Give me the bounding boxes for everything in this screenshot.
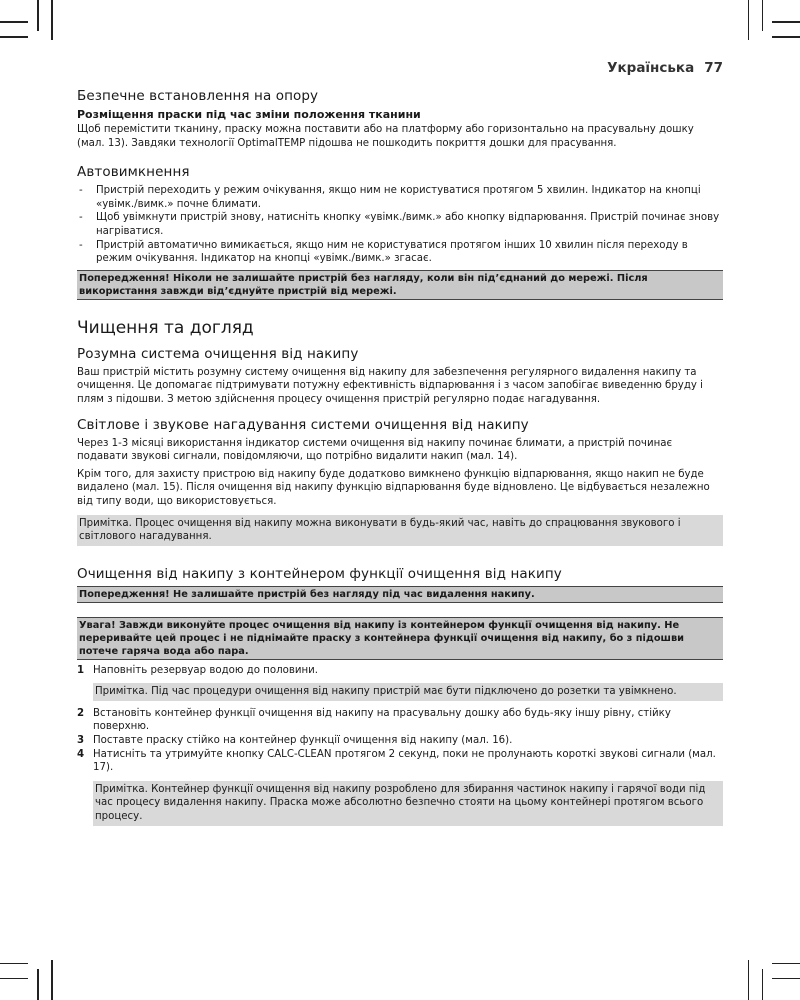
step-item	[77, 664, 723, 678]
crop-mark	[772, 36, 800, 38]
crop-mark	[51, 0, 53, 40]
crop-mark	[748, 0, 750, 40]
subsection-title-placement: Розміщення праски під час зміни положення тканини	[77, 108, 421, 121]
step-item	[77, 748, 723, 775]
descaling-steps-continued	[77, 707, 723, 775]
note-box-plugged-in: Примітка. Під час процедури очищення від накипу пристрій має бути підключено до розетки та увімкнено.	[93, 683, 723, 701]
step-number: 1	[77, 664, 85, 676]
step-number: 3	[77, 735, 85, 747]
crop-mark	[762, 0, 764, 31]
paragraph-reminder-2: Крім того, для захисту пристрою від накипу буде додатково вимкнено функцію відпарювання, якщо накип не буде видалено (мал. 15). Після очищення від накипу функцію відпарювання буде відновлено. Це відбувається незалежно від типу води, що використовується.	[77, 468, 710, 507]
crop-mark	[0, 963, 28, 965]
crop-mark	[51, 960, 53, 1000]
step-item	[77, 707, 723, 734]
chapter-title-cleaning: Чищення та догляд	[77, 317, 254, 338]
note-box-container: Примітка. Контейнер функції очищення від накипу розроблено для збирання частинок накипу і гарячої води під час процесу видалення накипу. Праска може абсолютно безпечно стояти на цьому контейнері протягом всього процесу.	[93, 781, 723, 826]
crop-mark	[748, 960, 750, 1000]
crop-mark	[0, 21, 28, 23]
paragraph-reminder-1: Через 1-3 місяці використання індикатор системи очищення від накипу починає блимати, а пристрій починає подавати звукові сигнали, повідомляючи, що потрібно видалити накип (мал. 14).	[77, 437, 673, 463]
list-item: - Пристрій автоматично вимикається, якщо ним не користуватися протягом інших 10 хвилин після переходу в режим очікування. Індикатор на кнопці «увімк./вимк.» згасає.	[77, 239, 723, 266]
section-title-reminder: Світлове і звукове нагадування системи очищення від накипу	[77, 416, 529, 433]
crop-mark	[37, 0, 39, 31]
step-item	[77, 734, 723, 748]
list-item: - Щоб увімкнути пристрій знову, натисніть кнопку «увімк./вимк.» або кнопку відпарювання. Пристрій починає знову нагріватися.	[77, 211, 723, 238]
step-text: Наповніть резервуар водою до половини.	[93, 664, 318, 676]
warning-box-unattended: Попередження! Ніколи не залишайте пристрій без нагляду, коли він під’єднаний до мережі. Після використання завжди від’єднуйте пристрій від мережі.	[77, 270, 723, 300]
step-text: Встановіть контейнер функції очищення від накипу на прасувальну дошку або будь-яку іншу рівну, стійку поверхню.	[93, 707, 671, 733]
section-title-smart-calc: Розумна система очищення від накипу	[77, 345, 359, 362]
paragraph-smart-calc: Ваш пристрій містить розумну систему очищення від накипу для забезпечення регулярного видалення накипу та очищення. Це допомагає підтримувати потужну ефективність відпарювання і з часом запобігає виведенню бруду і плям з підошви. З метою здійснення процесу очищення пристрій регулярно подає нагадування.	[77, 366, 703, 405]
section-title-auto-off: Автовимкнення	[77, 164, 190, 181]
step-text: Натисніть та утримуйте кнопку CALC-CLEAN протягом 2 секунд, поки не пролунають короткі звукові сигнали (мал. 17).	[93, 748, 716, 774]
crop-mark	[772, 21, 800, 23]
crop-mark	[762, 969, 764, 1000]
step-number: 4	[77, 748, 85, 760]
auto-off-list	[77, 184, 723, 266]
crop-mark	[0, 36, 28, 38]
section-title-safe-placement: Безпечне встановлення на опору	[77, 88, 319, 104]
descaling-steps	[77, 664, 723, 678]
page-content	[77, 60, 723, 832]
step-text: Поставте праску стійко на контейнер функції очищення від накипу (мал. 16).	[93, 735, 513, 747]
paragraph-placement: Щоб перемістити тканину, праску можна поставити або на платформу або горизонтально на прасувальну дошку (мал. 13). Завдяки технології OptimalTEMP підошва не пошкодить покриття дошки для прасування.	[77, 124, 694, 149]
crop-mark	[772, 978, 800, 980]
crop-mark	[37, 969, 39, 1000]
crop-mark	[0, 978, 28, 980]
step-number: 2	[77, 707, 85, 719]
page-header	[77, 60, 723, 76]
crop-mark	[772, 963, 800, 965]
caution-box-descaling: Увага! Завжди виконуйте процес очищення від накипу із контейнером функції очищення від накипу. Не переривайте цей процес і не піднімайте праску з контейнера функції очищення від накипу, бо з підошви потече гаряча вода або пара.	[77, 617, 723, 660]
warning-box-descaling: Попередження! Не залишайте пристрій без нагляду під час видалення накипу.	[77, 586, 723, 603]
page-number: 77	[704, 60, 723, 76]
section-title-descaling: Очищення від накипу з контейнером функції очищення від накипу	[77, 565, 562, 582]
list-item: - Пристрій переходить у режим очікування, якщо ним не користуватися протягом 5 хвилин. Індикатор на кнопці «увімк./вимк.» почне блимати.	[77, 184, 723, 211]
note-box-anytime: Примітка. Процес очищення від накипу можна виконувати в будь-який час, навіть до спрацювання звукового і світлового нагадування.	[77, 515, 723, 546]
header-language: Українська	[607, 60, 695, 76]
